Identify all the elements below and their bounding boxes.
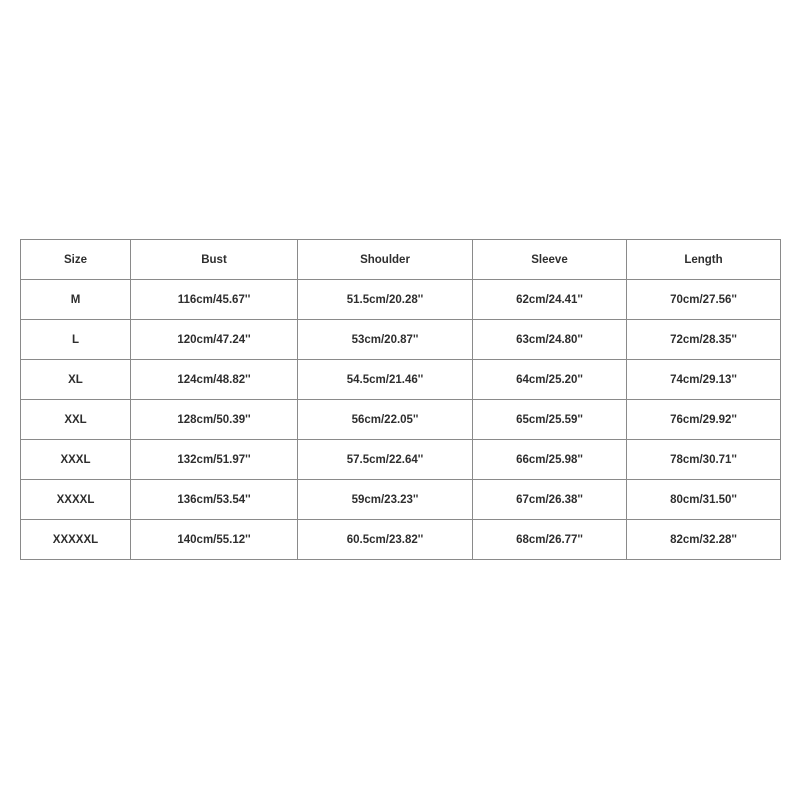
cell-size: XXL	[21, 400, 131, 440]
cell-shoulder: 51.5cm/20.28''	[298, 280, 473, 320]
cell-length: 78cm/30.71''	[627, 440, 781, 480]
cell-length: 82cm/32.28''	[627, 520, 781, 560]
cell-size: XXXL	[21, 440, 131, 480]
size-chart-table	[20, 239, 781, 560]
table-row	[21, 360, 781, 400]
cell-shoulder: 56cm/22.05''	[298, 400, 473, 440]
cell-sleeve: 68cm/26.77''	[473, 520, 627, 560]
table-row	[21, 480, 781, 520]
cell-shoulder: 60.5cm/23.82''	[298, 520, 473, 560]
header-sleeve: Sleeve	[473, 240, 627, 280]
cell-bust: 124cm/48.82''	[131, 360, 298, 400]
cell-shoulder: 57.5cm/22.64''	[298, 440, 473, 480]
cell-length: 70cm/27.56''	[627, 280, 781, 320]
cell-sleeve: 63cm/24.80''	[473, 320, 627, 360]
cell-size: XXXXXL	[21, 520, 131, 560]
cell-shoulder: 53cm/20.87''	[298, 320, 473, 360]
cell-bust: 136cm/53.54''	[131, 480, 298, 520]
table-row	[21, 400, 781, 440]
header-size: Size	[21, 240, 131, 280]
table-row	[21, 520, 781, 560]
cell-sleeve: 64cm/25.20''	[473, 360, 627, 400]
cell-length: 72cm/28.35''	[627, 320, 781, 360]
cell-bust: 128cm/50.39''	[131, 400, 298, 440]
header-shoulder: Shoulder	[298, 240, 473, 280]
cell-length: 76cm/29.92''	[627, 400, 781, 440]
cell-bust: 140cm/55.12''	[131, 520, 298, 560]
cell-size: L	[21, 320, 131, 360]
cell-bust: 120cm/47.24''	[131, 320, 298, 360]
cell-length: 80cm/31.50''	[627, 480, 781, 520]
cell-size: M	[21, 280, 131, 320]
table-row	[21, 440, 781, 480]
header-bust: Bust	[131, 240, 298, 280]
cell-sleeve: 62cm/24.41''	[473, 280, 627, 320]
cell-length: 74cm/29.13''	[627, 360, 781, 400]
table-row	[21, 320, 781, 360]
table-row	[21, 280, 781, 320]
header-row	[21, 240, 781, 280]
cell-size: XXXXL	[21, 480, 131, 520]
header-length: Length	[627, 240, 781, 280]
cell-sleeve: 67cm/26.38''	[473, 480, 627, 520]
cell-shoulder: 54.5cm/21.46''	[298, 360, 473, 400]
cell-size: XL	[21, 360, 131, 400]
cell-sleeve: 65cm/25.59''	[473, 400, 627, 440]
cell-bust: 116cm/45.67''	[131, 280, 298, 320]
cell-bust: 132cm/51.97''	[131, 440, 298, 480]
cell-sleeve: 66cm/25.98''	[473, 440, 627, 480]
cell-shoulder: 59cm/23.23''	[298, 480, 473, 520]
